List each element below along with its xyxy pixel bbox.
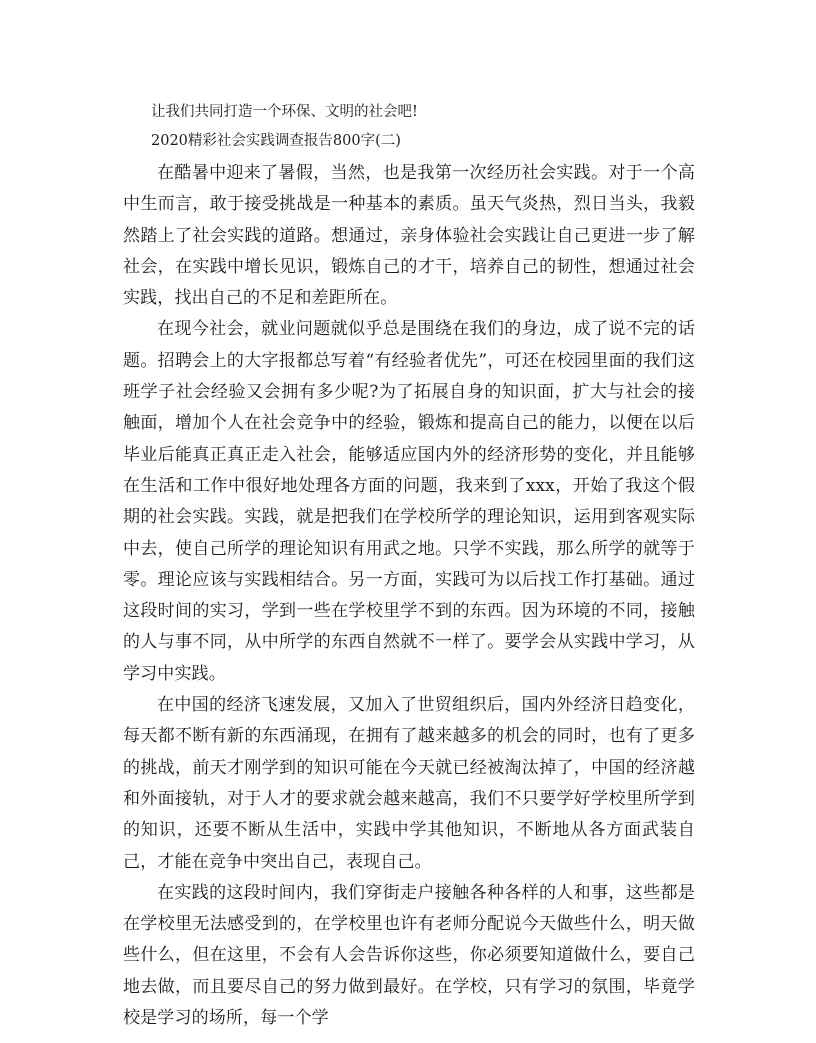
paragraph-3: 在中国的经济飞速发展，又加入了世贸组织后，国内外经济日趋变化，每天都不断有新的东西涌现，在拥有了越来越多的机会的同时，也有了更多的挑战，前天才刚学到的知识可能在今天就已经被淘汰掉了，中国的经济越和外面接轨，对于人才的要求就会越来越高，我们不只要学好学校里所学到的知识，还要不断从生活中，实践中学其他知识，不断地从各方面武装自己，才能在竞争中突出自己，表现自己。 <box>123 695 695 872</box>
document-body <box>123 98 695 1034</box>
paragraph-2: 在现今社会，就业问题就似乎总是围绕在我们的身边，成了说不完的话题。招聘会上的大字报都总写着“有经验者优先”，可还在校园里面的我们这班学子社会经验又会拥有多少呢?为了拓展自身的知识面，扩大与社会的接触面，增加个人在社会竞争中的经验，锻炼和提高自己的能力，以便在以后毕业后能真正真正走入社会，能够适应国内外的经济形势的变化，并且能够在生活和工作中很好地处理各方面的问题，我来到了xxx，开始了我这个假期的社会实践。实践，就是把我们在学校所学的理论知识，运用到客观实际中去，使自己所学的理论知识有用武之地。只学不实践，那么所学的就等于零。理论应该与实践相结合。另一方面，实践可为以后找工作打基础。通过这段时间的实习，学到一些在学校里学不到的东西。因为环境的不同，接触的人与事不同，从中所学的东西自然就不一样了。要学会从实践中学习，从学习中实践。 <box>123 319 695 684</box>
paragraph-1: 在酷暑中迎来了暑假，当然，也是我第一次经历社会实践。对于一个高中生而言，敢于接受挑战是一种基本的素质。虽天气炎热，烈日当头，我毅然踏上了社会实践的道路。想通过，亲身体验社会实践让自己更进一步了解社会，在实践中增长见识，锻炼自己的才干，培养自己的韧性，想通过社会实践，找出自己的不足和差距所在。 <box>123 163 695 309</box>
section-title: 2020精彩社会实践调查报告800字(二) <box>151 133 401 149</box>
paragraph-4: 在实践的这段时间内，我们穿街走户接触各种各样的人和事，这些都是在学校里无法感受到的，在学校里也许有老师分配说今天做些什么，明天做些什么，但在这里，不会有人会告诉你这些，你必须要知道做什么，要自己地去做，而且要尽自己的努力做到最好。在学校，只有学习的氛围，毕竟学校是学习的场所，每一个学 <box>123 882 695 1029</box>
closing-line: 让我们共同打造一个环保、文明的社会吧! <box>151 104 418 120</box>
